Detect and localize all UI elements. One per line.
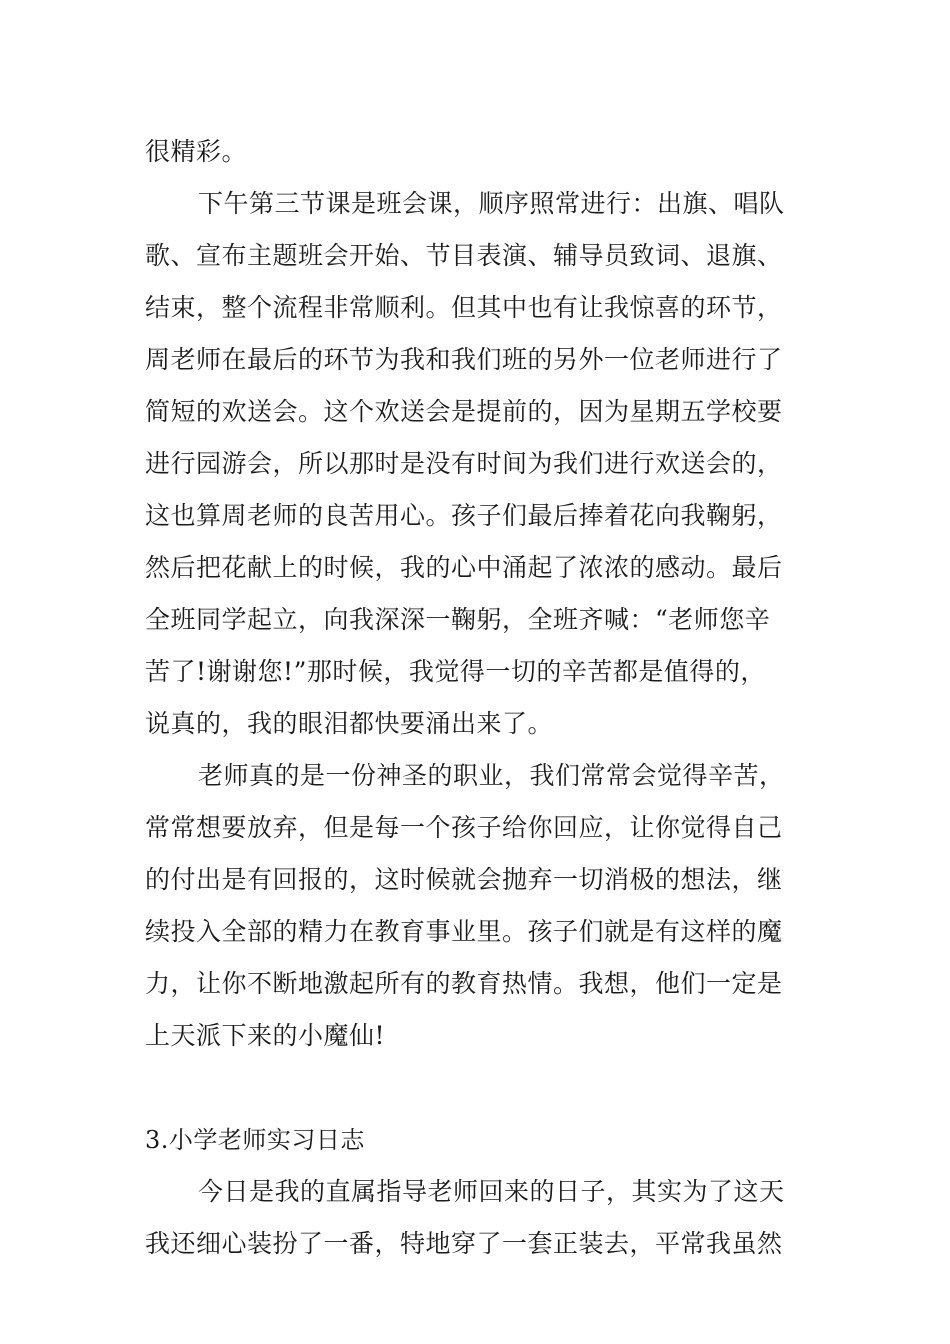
text-line: 力，让你不断地激起所有的教育热情。我想，他们一定是 [145, 969, 783, 998]
text-line: 常常想要放弃，但是每一个孩子给你回应，让你觉得自己 [145, 813, 783, 842]
text-line: 上天派下来的小魔仙! [145, 1021, 386, 1050]
text-line: 这也算周老师的良苦用心。孩子们最后捧着花向我鞠躬， [145, 501, 783, 530]
document-page [145, 126, 807, 1270]
text-line: 很精彩。 [145, 137, 248, 166]
text-line: 我还细心装扮了一番，特地穿了一套正装去，平常我虽然 [145, 1229, 783, 1258]
text-line: 全班同学起立，向我深深一鞠躬，全班齐喊：“老师您辛 [145, 605, 771, 634]
text-line: 进行园游会，所以那时是没有时间为我们进行欢送会的， [145, 449, 783, 478]
text-line: 简短的欢送会。这个欢送会是提前的，因为星期五学校要 [145, 397, 783, 426]
text-line: 苦了!谢谢您!”那时候，我觉得一切的辛苦都是值得的， [145, 657, 766, 686]
text-line: 续投入全部的精力在教育事业里。孩子们就是有这样的魔 [145, 917, 783, 946]
text-line: 结束，整个流程非常顺利。但其中也有让我惊喜的环节， [145, 293, 783, 322]
text-line: 的付出是有回报的，这时候就会抛弃一切消极的想法，继 [145, 865, 783, 894]
paragraph-start-line: 下午第三节课是班会课，顺序照常进行：出旗、唱队 [198, 189, 785, 218]
text-line: 周老师在最后的环节为我和我们班的另外一位老师进行了 [145, 345, 783, 374]
text-line: 歌、宣布主题班会开始、节目表演、辅导员致词、退旗、 [145, 241, 783, 270]
text-line: 说真的，我的眼泪都快要涌出来了。 [145, 709, 554, 738]
blank-line [145, 1062, 807, 1114]
paragraph-start-line: 今日是我的直属指导老师回来的日子，其实为了这天 [198, 1177, 785, 1206]
section-heading: 3.小学老师实习日志 [145, 1126, 365, 1154]
text-line: 然后把花献上的时候，我的心中涌起了浓浓的感动。最后 [145, 553, 783, 582]
paragraph-start-line: 老师真的是一份神圣的职业，我们常常会觉得辛苦， [198, 761, 785, 790]
